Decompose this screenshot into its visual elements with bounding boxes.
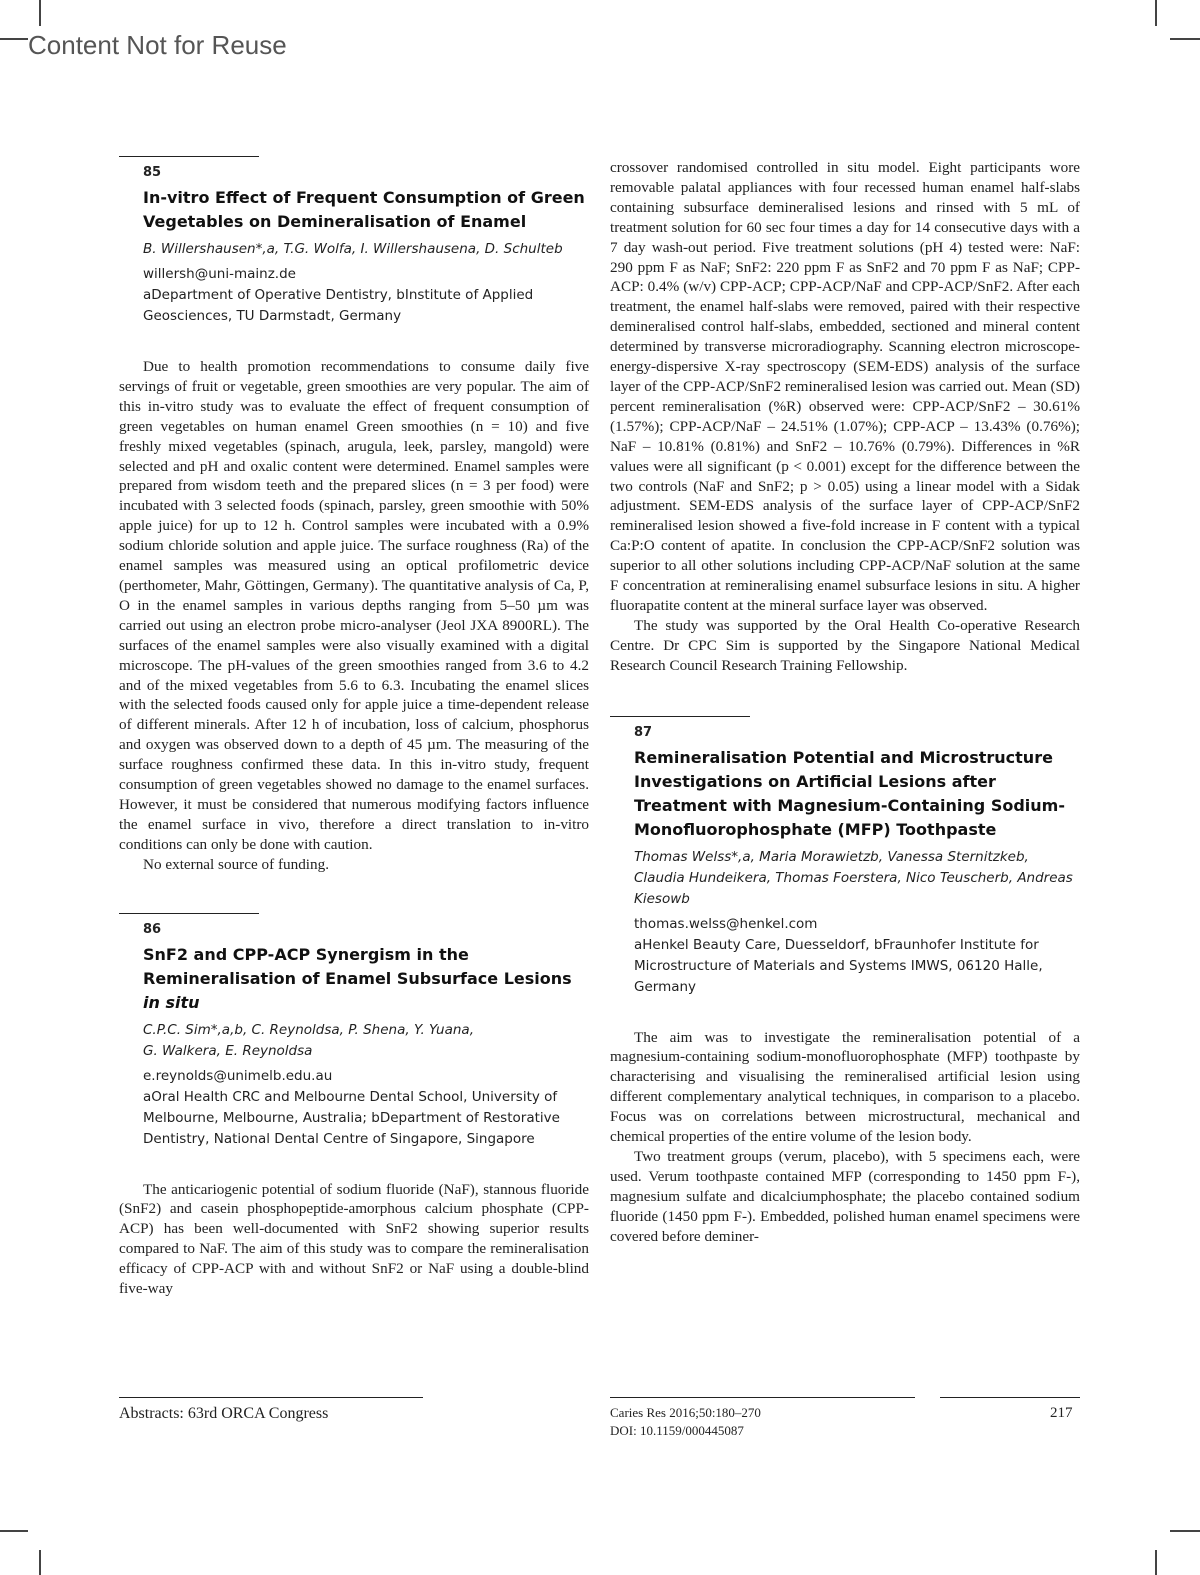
abstract-body: [119, 1180, 589, 1299]
section-rule: [119, 913, 259, 914]
crop-mark: [0, 38, 28, 40]
crop-mark: [1170, 38, 1200, 40]
footer-rule: [610, 1397, 915, 1398]
abstract-authors: C.P.C. Sim*,a,b, C. Reynoldsa, P. Shena, Y. Yuana,: [143, 1021, 474, 1038]
abstract-87: [610, 716, 1080, 1247]
page-number: 217: [1050, 1405, 1073, 1421]
body-paragraph: Due to health promotion recommendations to consume daily five servings of fruit or vegetable, green smoothies are very popular. The aim of this in-vitro study was to evaluate the effect of frequent consumption of green vegetables on human enamel Green smoothies (n = 10) and five freshly mixed vegetables (spinach, arugula, leek, parsley, mangold) were selected and pH and oxalic content were determined. Enamel samples were prepared from wisdom teeth and the prepared slices (n = 3 per food) were incubated with 3 selected foods (spinach, parsley, green smoothie with 50% apple juice) for up to 12 h. Control samples were incubated with a 0.9% sodium chloride solution and apple juice. The surface roughness (Ra) of the enamel samples was measured using an optical profilometric device (perthometer, Mahr, Göttingen, Germany). The quantitative analysis of Ca, P, O in the enamel samples in various depths ranging from 5–50 µm was carried out using an electron probe micro-analyser (Jeol JXA 8900RL). The surfaces of the enamel samples were also visually examined with a digital microscope. The pH-values of the green smoothies ranged from 3.6 to 4.2 and of the mixed vegetables from 5.6 to 6.3. Incubating the enamel slices with the selected foods caused only for apple juice a time-dependent release of different minerals. After 12 h of incubation, loss of calcium, phosphorus and oxygen was observed down to a depth of 45 µm. The measuring of the surface roughness confirmed these data. In this in-vitro study, frequent consumption of green vegetables showed no damage to the enamel surfaces. However, it must be considered that numerous modifying factors influence the enamel surface in vivo, therefore a direct translation to in-vitro conditions can only be done with caution.: [119, 358, 589, 853]
abstract-title: Remineralisation Potential and Microstructure Investigations on Artificial Lesions after Treatment with Magnesium-Containing Sodium-Monofluorophosphate (MFP) Toothpaste: [634, 747, 1065, 839]
abstract-86-continued: [610, 158, 1080, 676]
author-affiliation: aDepartment of Operative Dentistry, bInstitute of Applied Geosciences, TU Darmstadt, Germany: [143, 287, 534, 324]
title-text: SnF2 and CPP-ACP Synergism in the Remineralisation of Enamel Subsurface Lesions: [143, 944, 572, 988]
section-rule: [119, 156, 259, 157]
abstract-title: In-vitro Effect of Frequent Consumption of Green Vegetables on Demineralisation of Enamel: [143, 188, 585, 231]
footer-rule: [119, 1397, 423, 1398]
footer-journal: Caries Res 2016;50:180–270: [610, 1405, 761, 1420]
title-italic: in situ: [143, 992, 200, 1012]
author-email: willersh@uni-mainz.de: [143, 266, 296, 282]
body-paragraph: No external source of funding.: [143, 855, 329, 873]
footer-rule: [940, 1397, 1080, 1398]
body-paragraph: Two treatment groups (verum, placebo), with 5 specimens each, were used. Verum toothpaste contained MFP (corresponding to 1450 ppm F-), magnesium sulfate and dicalciumphosphate; the placebo contained sodium fluoride (1450 ppm F-). Embedded, polished human enamel specimens were covered before deminer-: [610, 1148, 1080, 1245]
crop-mark: [39, 0, 41, 26]
funding-note: The study was supported by the Oral Health Co-operative Research Centre. Dr CPC Sim is supported by the Singapore National Medical Research Council Research Training Fellowship.: [610, 616, 1080, 674]
author-affiliation: aOral Health CRC and Melbourne Dental School, University of Melbourne, Melbourne, Australia; bDepartment of Restorative Dentistry, National Dental Centre of Singapore, Singapore: [143, 1088, 560, 1147]
abstract-authors: Thomas Welss*,a, Maria Morawietzb, Vanessa Sternitzkeb, Claudia Hundeikera, Thomas Foerstera, Nico Teuscherb, Andreas Kiesowb: [634, 848, 1073, 907]
footer-conference: Abstracts: 63rd ORCA Congress: [119, 1405, 329, 1422]
right-column: [610, 158, 1080, 1247]
crop-mark: [39, 1550, 41, 1575]
left-column: [119, 156, 589, 1299]
footer-doi: DOI: 10.1159/000445087: [610, 1423, 744, 1438]
abstract-body: [610, 1028, 1080, 1247]
crop-mark: [1170, 1530, 1200, 1532]
abstract-86: [119, 913, 589, 1299]
author-email: thomas.welss@henkel.com: [634, 915, 818, 932]
abstract-number: 87: [634, 724, 653, 740]
abstract-title: [143, 943, 589, 1015]
section-rule: [610, 716, 750, 717]
body-paragraph: The anticariogenic potential of sodium fluoride (NaF), stannous fluoride (SnF2) and casein phosphopeptide-amorphous calcium phosphate (CPP-ACP) has been well-documented with SnF2 showing superior results compared to NaF. The aim of this study was to compare the remineralisation efficacy of CPP-ACP with and without SnF2 or NaF using a double-blind five-way: [119, 1180, 589, 1298]
crop-mark: [0, 1530, 28, 1532]
author-email: e.reynolds@unimelb.edu.au: [143, 1067, 333, 1084]
abstract-body: [119, 357, 589, 875]
abstract-number: 85: [143, 165, 162, 180]
watermark: Content Not for Reuse: [28, 30, 287, 60]
body-paragraph: The aim was to investigate the remineralisation potential of a magnesium-containing sodium-monofluorophosphate (MFP) toothpaste by characterising and visualising the remineralised artificial lesion using different complementary analytical techniques, in comparison to a placebo. Focus was on correlations between microstructural, mechanical and chemical properties of the entire volume of the lesion body.: [610, 1028, 1080, 1146]
abstract-authors: G. Walkera, E. Reynoldsa: [143, 1042, 313, 1059]
abstract-number: 86: [143, 921, 162, 937]
abstract-85: [119, 156, 589, 875]
author-affiliation: aHenkel Beauty Care, Duesseldorf, bFraunhofer Institute for Microstructure of Materials and Systems IMWS, 06120 Halle, Germany: [634, 936, 1043, 995]
abstract-authors: B. Willershausen*,a, T.G. Wolfa, I. Willershausena, D. Schulteb: [143, 241, 563, 257]
body-paragraph: crossover randomised controlled in situ model. Eight participants wore removable palatal appliances with four recessed human enamel half-slabs containing subsurface demineralised lesions and rinsed with 5 mL of treatment solution for 60 sec four times a day for 14 consecutive days with a 7 day wash-out period. Five treatment solutions (pH 4) tested were: NaF: 290 ppm F as NaF; SnF2: 220 ppm F as SnF2 and 70 ppm F as NaF; CPP-ACP: 0.4% (w/v) CPP-ACP; CPP-ACP/NaF and CPP-ACP/SnF2. After each treatment, the enamel half-slabs were removed, paired with their respective demineralised control half-slabs, embedded, sectioned and mineral content determined by transverse microradiography. Scanning electron microscope-energy-dispersive X-ray spectroscopy (SEM-EDS) analysis of the surface layer of the CPP-ACP/SnF2 remineralised lesion was carried out. Mean (SD) percent remineralisation (%R) observed were: CPP-ACP/SnF2 – 30.61% (1.57%); CPP-ACP/NaF – 24.51% (1.07%); CPP-ACP – 13.43% (0.76%); NaF – 10.81% (0.81%) and SnF2 – 10.76% (0.79%). Differences in %R values were all significant (p < 0.001) except for the difference between the two controls (NaF and SnF2; p > 0.05) using a linear model with a Sidak adjustment. SEM-EDS analysis of the surface layer of CPP-ACP/SnF2 remineralised lesion showed a five-fold increase in F content with a typical Ca:P:O content of apatite. In conclusion the CPP-ACP/SnF2 solution was superior to all other solutions including CPP-ACP/NaF solution at the same F concentration at remineralising enamel subsurface lesions in situ. A higher fluorapatite content at the mineral surface layer was observed.: [610, 159, 1080, 614]
crop-mark: [1155, 1550, 1157, 1575]
crop-mark: [1155, 0, 1157, 26]
